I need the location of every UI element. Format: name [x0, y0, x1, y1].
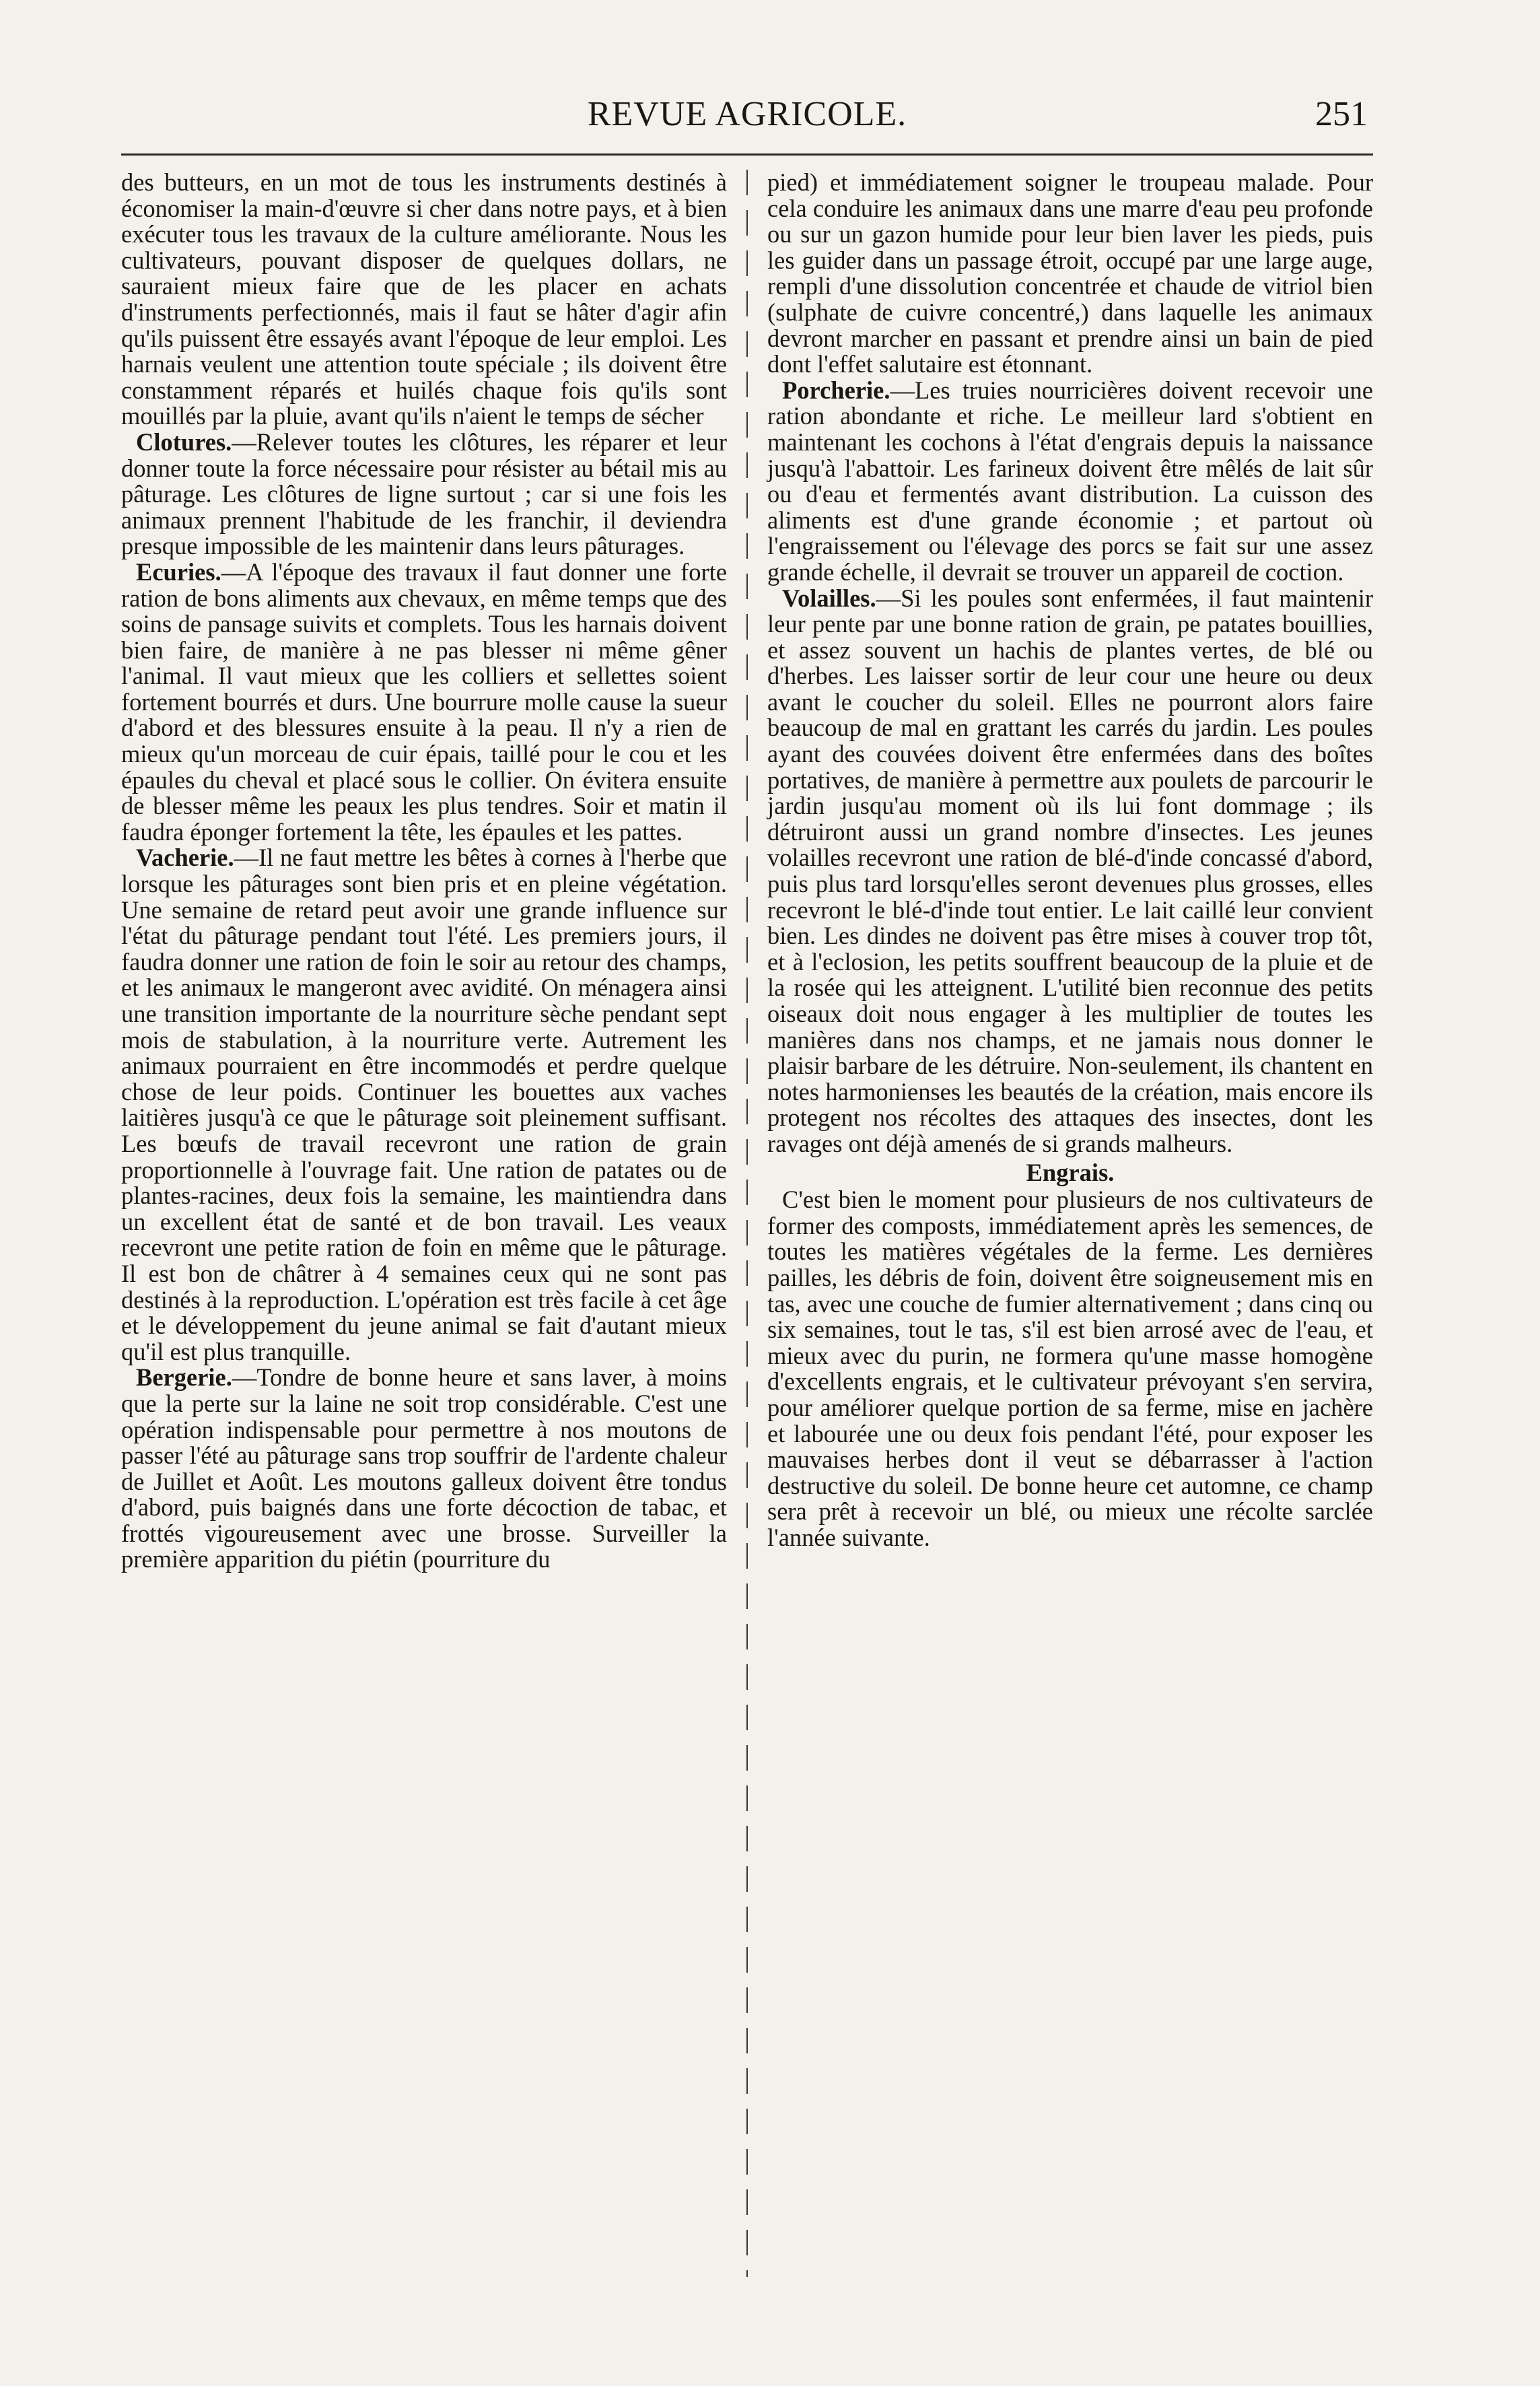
clotures-text: —Relever toutes les clôtures, les réparer et leur donner toute la force nécessaire pour résister au bétail mis au pâturage. Les clôtures de ligne surtout ; car si une fois les animaux prennent l'habitude de les franchir, il deviendra presque impossible de les maintenir dans leurs pâturages.	[121, 428, 727, 560]
page-header	[121, 94, 1373, 148]
column-divider	[746, 170, 748, 2277]
section-vacherie	[121, 845, 727, 1365]
running-head: REVUE AGRICOLE.	[587, 95, 907, 133]
page	[121, 94, 1373, 2316]
section-ecuries	[121, 559, 727, 846]
left-column	[121, 170, 727, 1573]
right-column	[767, 170, 1373, 1550]
porcherie-heading: Porcherie.	[782, 376, 890, 404]
paragraph-pietin: pied) et immédiatement soigner le troupeau malade. Pour cela conduire les animaux dans une marre d'eau peu profonde ou sur un gazon humide pour leur bien laver les pieds, puis les guider dans un passage étroit, occupé par une large auge, rempli d'une dissolution concentrée et chaude de vitriol bien (sulphate de cuivre concentré,) dans laquelle les animaux devront marcher en passant et prendre ainsi un bain de pied dont l'effet salutaire est étonnant.	[767, 168, 1373, 378]
vacherie-text: —Il ne faut mettre les bêtes à cornes à l'herbe que lorsque les pâturages sont bien pris et en pleine végétation. Une semaine de retard peut avoir une grande influence sur l'état du pâturage pendant tout l'été. Les premiers jours, il faudra donner une ration de foin le soir au retour des champs, et les animaux le mangeront avec avidité. On ménagera ainsi une transition importante de la nourriture sèche pendant sept mois de stabulation, à la nourriture verte. Autrement les animaux pourraient en être incommodés et perdre quelque chose de leur poids. Continuer les bouettes aux vaches laitières jusqu'à ce que le pâturage soit pleinement suffisant. Les bœufs de travail recevront une ration de grain proportionnelle à l'ouvrage fait. Une ration de patates ou de plantes-racines, deux fois la semaine, les maintiendra dans un excellent état de santé et de bon travail. Les veaux recevront une petite ration de foin en même que le pâturage. Il est bon de châtrer à 4 semaines ceux qui ne sont pas destinés à la reproduction. L'opération est très facile à cet âge et le développement du jeune animal se fait d'autant mieux qu'il est plus tranquille.	[121, 844, 727, 1365]
ecuries-text: —A l'époque des travaux il faut donner une forte ration de bons aliments aux chevaux, en même temps que des soins de pansage suivits et complets. Tous les harnais doivent bien faire, de manière à ne pas blesser ni même gêner l'animal. Il vaut mieux que les colliers et sellettes soient fortement bourrés et durs. Une bourrure molle cause la sueur d'abord et des blessures ensuite à la peau. Il n'y a rien de mieux qu'un morceau de cuir épais, taillé pour le cou et les épaules du cheval et placé sous le collier. On évitera ensuite de blesser même les peaux les plus tendres. Soir et matin il faudra éponger fortement la tête, les épaules et les pattes.	[121, 557, 727, 846]
section-volailles	[767, 586, 1373, 1157]
porcherie-text: —Les truies nourricières doivent recevoir une ration abondante et riche. Le meilleur lard s'obtient en maintenant les cochons à l'état d'engrais depuis la naissance jusqu'à l'abattoir. Les farineux doivent être mêlés de lait sûr ou d'eau et fermentés avant distribution. La cuisson des aliments est d'une grande économie ; et partout où l'engraissement ou l'élevage des porcs se fait sur une assez grande échelle, il devrait se trouver un appareil de coction.	[767, 376, 1373, 586]
page-number: 251	[1315, 95, 1368, 133]
header-rule	[121, 154, 1373, 156]
volailles-heading: Volailles.	[782, 584, 876, 612]
engrais-heading: Engrais.	[1026, 1158, 1115, 1186]
section-clotures	[121, 430, 727, 559]
section-porcherie	[767, 378, 1373, 586]
volailles-text: —Si les poules sont enfermées, il faut maintenir leur pente par une bonne ration de grain, pe patates bouillies, et assez souvent un hachis de plantes vertes, de blé ou d'herbes. Les laisser sortir de leur cour une heure ou deux avant le coucher du soleil. Elles ne pourront alors faire beaucoup de mal en grattant les carrés du jardin. Les poules ayant des couvées doivent être enfermées dans des boîtes portatives, de manière à permettre aux poulets de parcourir le jardin jusqu'au moment où ils lui font dommage ; ils détruiront aussi un grand nombre d'insectes. Les jeunes volailles recevront une ration de blé-d'inde concassé d'abord, puis plus tard lorsqu'elles seront devenues plus grosses, elles recevront le blé-d'inde tout entier. Le lait caillé leur convient bien. Les dindes ne doivent pas être mises à couver trop tôt, et à l'eclosion, les petits souffrent beaucoup de la pluie et de la rosée qui les atteignent. L'utilité bien reconnue des petits oiseaux doit nous engager à les multiplier de toutes les manières dans nos champs, et ne jamais nous donner le plaisir barbare de les détruire. Non-seulement, ils chantent en notes harmonienses les beautés de la création, mais encore ils protegent nos récoltes des attaques des insectes, dont les ravages ont déjà amenés de si grands malheurs.	[767, 584, 1373, 1157]
vacherie-heading: Vacherie.	[136, 844, 234, 872]
section-bergerie	[121, 1365, 727, 1573]
engrais-text: C'est bien le moment pour plusieurs de nos cultivateurs de former des composts, immédiatement après les semences, de toutes les matières végétales de la ferme. Les dernières pailles, les débris de foin, doivent être soigneusement mis en tas, avec une couche de fumier alternativement ; dans cinq ou six semaines, tout le tas, s'il est bien arrosé avec de l'eau, et mieux avec du purin, ne formera qu'une masse homogène d'excellents engrais, et le cultivateur prévoyant s'en servira, pour améliorer quelque portion de sa ferme, mise en jachère et labourée une ou deux fois pendant l'été, pour exposer les mauvaises herbes dont il veut se débarrasser à l'action destructive du soleil. De bonne heure cet automne, ce champ sera prêt à recevoir un blé, ou mieux une récolte sarclée l'année suivante.	[767, 1186, 1373, 1551]
clotures-heading: Clotures.	[136, 428, 232, 456]
bergerie-text: —Tondre de bonne heure et sans laver, à moins que la perte sur la laine ne soit trop considérable. C'est une opération indispensable pour permettre à nos moutons de passer l'été au pâturage sans trop souffrir de l'ardente chaleur de Juillet et Août. Les moutons galleux doivent être tondus d'abord, puis baignés dans une forte décoction de tabac, et frottés vigoureusement avec une brosse. Surveiller la première apparition du piétin (pourriture du	[121, 1363, 727, 1573]
ecuries-heading: Ecuries.	[136, 557, 221, 586]
bergerie-heading: Bergerie.	[136, 1363, 232, 1392]
paragraph-instruments: des butteurs, en un mot de tous les instruments destinés à économiser la main-d'œuvre si cher dans notre pays, et à bien exécuter tous les travaux de la culture améliorante. Nous les cultivateurs, pouvant disposer de quelques dollars, ne sauraient mieux faire que de les placer en achats d'instruments perfectionnés, mais il faut se hâter d'agir afin qu'ils puissent être essayés avant l'époque de leur emploi. Les harnais veulent une attention toute spéciale ; ils doivent être constamment réparés et huilés chaque fois qu'ils sont mouillés par la pluie, avant qu'ils n'aient le temps de sécher	[121, 168, 727, 430]
